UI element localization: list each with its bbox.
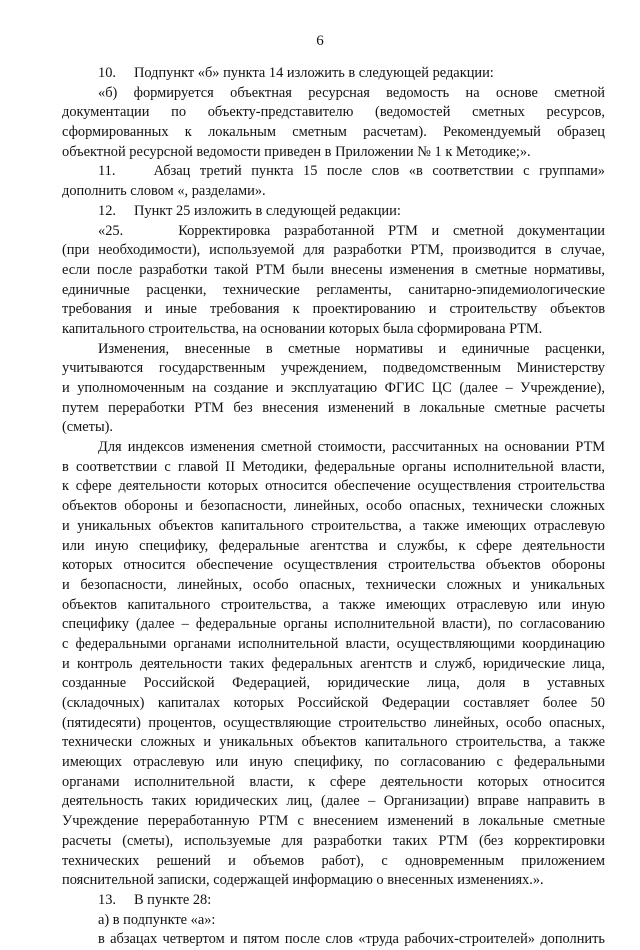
text-line: объектов обороны и безопасности, линейных, особо опасных, технически сложных — [62, 498, 605, 515]
text-line: и контроль деятельности таких федеральных агентств и служб, юридические лица, — [62, 655, 605, 672]
text-line: 11. Абзац третий пункта 15 после слов «в соответствии с группами» — [98, 163, 605, 180]
text-line: органами исполнительной власти, к сфере деятельности которых относится — [62, 773, 605, 790]
text-line: капитального строительства, на основании которых была сформирована РТМ. — [62, 320, 543, 337]
text-line: к сфере деятельности которых относится обеспечение осуществления строительства — [62, 478, 605, 495]
text-line: объектной ресурсной ведомости приведен в Приложении № 1 к Методике;». — [62, 143, 531, 160]
text-line: специфику (далее – федеральные органы исполнительной власти), по согласованию — [62, 616, 605, 633]
text-line: учитываются государственным учреждением, подведомственным Министерству — [62, 360, 605, 377]
text-line: с федеральными органами исполнительной власти, осуществляющими координацию — [62, 635, 605, 652]
text-line: Для индексов изменения сметной стоимости, рассчитанных на основании РТМ — [98, 439, 605, 456]
text-line: требования и иные требования к проектированию и строительству объектов — [62, 301, 605, 318]
text-line: «25. Корректировка разработанной РТМ и сметной документации — [98, 222, 605, 239]
text-line: деятельность таких юридических лиц, (далее – Организации) вправе направить в — [62, 793, 605, 810]
text-line: а) в подпункте «а»: — [98, 911, 216, 928]
text-line: 10. Подпункт «б» пункта 14 изложить в следующей редакции: — [98, 65, 494, 81]
text-line: документации по объекту-представителю (ведомостей сметных ресурсов, — [62, 104, 605, 121]
text-line: Изменения, внесенные в сметные нормативы и единичные расценки, — [98, 340, 605, 357]
text-line: Учреждение переработанную РТМ с внесением изменений в локальные сметные — [62, 813, 605, 830]
text-line: путем переработки РТМ без внесения изменений в локальные сметные расчеты — [62, 399, 605, 416]
text-line: (пятидесяти) процентов, осуществляющие строительство линейных, особо опасных, — [62, 714, 605, 731]
text-line: единичные расценки, технические регламенты, санитарно-эпидемиологические — [62, 281, 605, 298]
text-line: технических решений и объемов работ), с одновременным приложением — [62, 852, 605, 869]
text-line: и уникальных объектов капитального строительства, а также имеющих отраслевую — [62, 517, 605, 534]
text-line: имеющих отраслевую или иную специфику, по согласованию с федеральными — [62, 754, 605, 771]
text-line: 12. Пункт 25 изложить в следующей редакции: — [98, 202, 401, 219]
text-line: расчеты (сметы), используемые для разработки таких РТМ (без корректировки — [62, 832, 605, 849]
text-line: пояснительной записки, содержащей информацию о внесенных изменениях.». — [62, 872, 544, 889]
page-number: 6 — [316, 33, 324, 49]
document-body — [62, 64, 605, 950]
text-line: или иную специфику, федеральные агентства и службы, к сфере деятельности — [62, 537, 605, 554]
text-line: объектов капитального строительства, а также имеющих отраслевую или иную — [62, 596, 605, 613]
text-line: которых относится обеспечение осуществления строительства объектов обороны — [62, 557, 605, 574]
text-line: «б) формируется объектная ресурсная ведомость на основе сметной — [98, 84, 605, 101]
text-line: сформированных к локальным сметным расчетам). Рекомендуемый образец — [62, 124, 605, 141]
text-line: 13. В пункте 28: — [98, 891, 212, 908]
text-line: в соответствии с главой II Методики, федеральные органы исполнительной власти, — [62, 458, 605, 475]
text-line: и безопасности, линейных, особо опасных, технически сложных и уникальных — [62, 576, 605, 593]
text-line: (сметы). — [62, 419, 114, 436]
text-line: если после разработки такой РТМ были внесены изменения в сметные нормативы, — [62, 261, 605, 278]
text-line: созданные Российской Федерацией, юридические лица, доля в уставных — [62, 675, 605, 692]
text-line: и уполномоченным на создание и эксплуатацию ФГИС ЦС (далее – Учреждение), — [62, 380, 605, 396]
text-line: (складочных) капиталах которых Российской Федерации составляет более 50 — [62, 695, 605, 711]
text-line: дополнить словом «, разделами». — [62, 183, 266, 200]
text-line: в абзацах четвертом и пятом после слов «труда рабочих-строителей» дополнить — [98, 931, 605, 948]
text-line: (при необходимости), используемой для разработки РТМ, производится в случае, — [62, 242, 605, 259]
text-line: технически сложных и уникальных объектов капитального строительства, а также — [62, 734, 605, 751]
